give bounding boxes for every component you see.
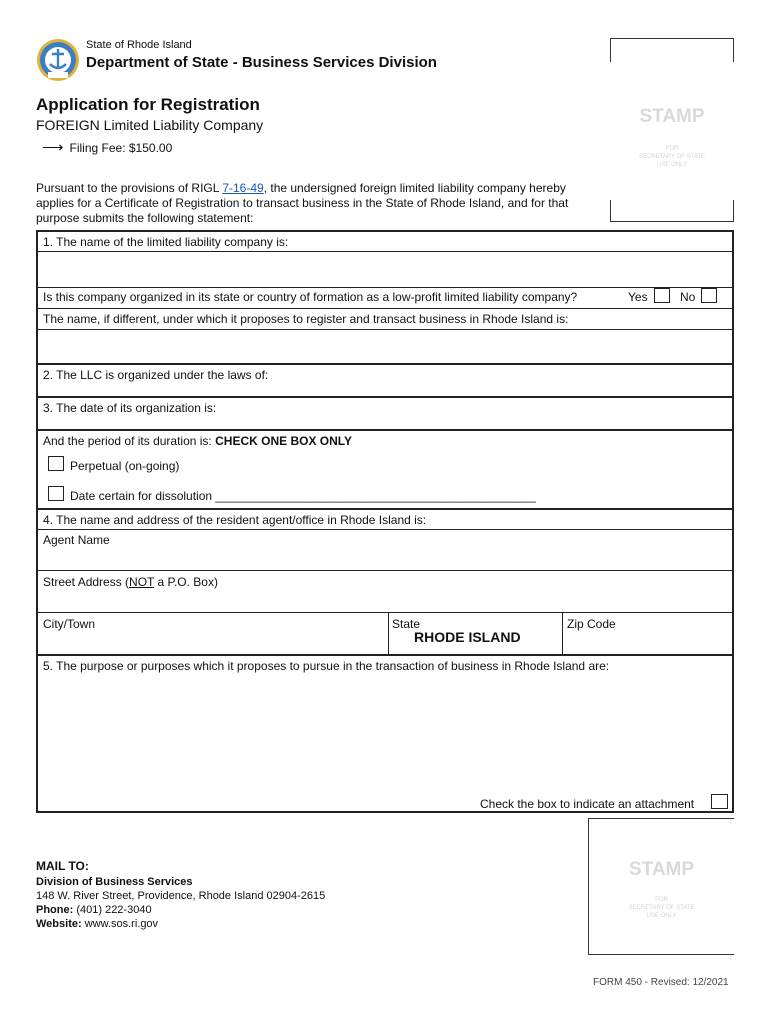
mail-website bbox=[36, 918, 158, 930]
no-label: No bbox=[680, 290, 696, 304]
phone-label: Phone: bbox=[36, 904, 74, 916]
attachment-label: Check the box to indicate an attachment bbox=[480, 797, 695, 811]
alt-name-field[interactable] bbox=[38, 329, 732, 363]
mail-phone bbox=[36, 904, 152, 916]
mail-division: Division of Business Services bbox=[36, 876, 193, 888]
divider bbox=[38, 308, 732, 309]
zip-label: Zip Code bbox=[567, 617, 616, 631]
agent-name-field[interactable] bbox=[38, 529, 732, 570]
divider bbox=[38, 508, 732, 510]
divider bbox=[38, 363, 732, 365]
stamp-box-bottom bbox=[588, 818, 734, 955]
state-name: State of Rhode Island bbox=[86, 39, 192, 51]
department-name: Department of State - Business Services Division bbox=[86, 54, 437, 71]
stamp-label: STAMP bbox=[639, 106, 705, 127]
mail-address: 148 W. River Street, Providence, Rhode Island 02904-2615 bbox=[36, 890, 326, 902]
low-profit-question: Is this company organized in its state or country of formation as a low-profit limited liability company? bbox=[43, 290, 578, 304]
stamp-note-2: SECRETARY OF STATE bbox=[638, 154, 706, 160]
q4-label: 4. The name and address of the resident agent/office in Rhode Island is: bbox=[43, 513, 427, 527]
street-prefix: Street Address ( bbox=[43, 575, 130, 589]
stamp-note-3: USE ONLY bbox=[646, 913, 677, 919]
divider bbox=[38, 396, 732, 398]
street-not: NOT bbox=[129, 575, 155, 589]
mail-to-title: MAIL TO: bbox=[36, 859, 89, 873]
phone-number: (401) 222-3040 bbox=[73, 904, 152, 916]
divider bbox=[562, 612, 563, 654]
intro-text-start: Pursuant to the provisions of RIGL bbox=[36, 181, 223, 195]
stamp-note-2: SECRETARY OF STATE bbox=[628, 905, 695, 911]
city-label: City/Town bbox=[43, 617, 96, 631]
registration-form bbox=[36, 230, 734, 813]
filing-fee bbox=[42, 141, 172, 155]
website-label: Website: bbox=[36, 918, 82, 930]
stamp-note-3: USE ONLY bbox=[657, 162, 687, 168]
rhode-island-seal-icon bbox=[36, 38, 80, 82]
q5-label: 5. The purpose or purposes which it proposes to pursue in the transaction of business in Rhode Island are: bbox=[43, 659, 610, 673]
divider bbox=[388, 612, 389, 654]
city-state-zip-row bbox=[38, 612, 732, 654]
state-label: State bbox=[392, 617, 421, 631]
stamp-label: STAMP bbox=[628, 859, 695, 880]
perpetual-checkbox[interactable] bbox=[48, 456, 64, 471]
form-title: Application for Registration bbox=[36, 95, 260, 114]
intro-text-end: , the undersigned foreign limited liability company hereby applies for a Certificate of Registration to transact business in the State of Rhode Island, and for that purpose submits the following statement: bbox=[36, 181, 569, 225]
perpetual-label: Perpetual (on-going) bbox=[70, 459, 180, 473]
attachment-checkbox[interactable] bbox=[711, 794, 728, 809]
stamp-note-1: FOR bbox=[655, 897, 668, 903]
form-subtitle: FOREIGN Limited Liability Company bbox=[36, 117, 264, 133]
date-certain-label: Date certain for dissolution ________________________________________________ bbox=[70, 489, 536, 503]
duration-instruction: CHECK ONE BOX ONLY bbox=[215, 434, 353, 448]
intro-paragraph bbox=[36, 181, 606, 226]
no-checkbox[interactable] bbox=[701, 288, 717, 303]
duration-label bbox=[43, 434, 352, 448]
duration-prefix: And the period of its duration is: bbox=[43, 434, 216, 448]
low-profit-row bbox=[38, 287, 732, 288]
street-address-label bbox=[43, 575, 218, 589]
rigl-link[interactable]: 7-16-49 bbox=[222, 181, 264, 195]
stamp-box-top bbox=[610, 38, 734, 222]
street-suffix: a P.O. Box) bbox=[154, 575, 218, 589]
website-url: www.sos.ri.gov bbox=[81, 918, 159, 930]
q3-label: 3. The date of its organization is: bbox=[43, 401, 217, 415]
yes-checkbox[interactable] bbox=[654, 288, 670, 303]
alt-name-label: The name, if different, under which it proposes to register and transact business in Rhode Island is: bbox=[43, 312, 569, 326]
q2-label: 2. The LLC is organized under the laws of: bbox=[43, 368, 269, 382]
form-footer: FORM 450 - Revised: 12/2021 bbox=[593, 977, 729, 988]
state-value: RHODE ISLAND bbox=[414, 629, 521, 645]
stamp-note-1: FOR bbox=[665, 146, 679, 152]
arrow-right-icon: ⟶ bbox=[42, 139, 64, 156]
q1-label: 1. The name of the limited liability company is: bbox=[43, 235, 289, 249]
divider bbox=[38, 429, 732, 431]
agent-name-label: Agent Name bbox=[43, 533, 110, 547]
yes-label: Yes bbox=[628, 290, 648, 304]
llc-name-field[interactable] bbox=[38, 251, 732, 287]
divider bbox=[38, 654, 732, 656]
filing-fee-text: Filing Fee: $150.00 bbox=[69, 141, 173, 155]
date-certain-checkbox[interactable] bbox=[48, 486, 64, 501]
